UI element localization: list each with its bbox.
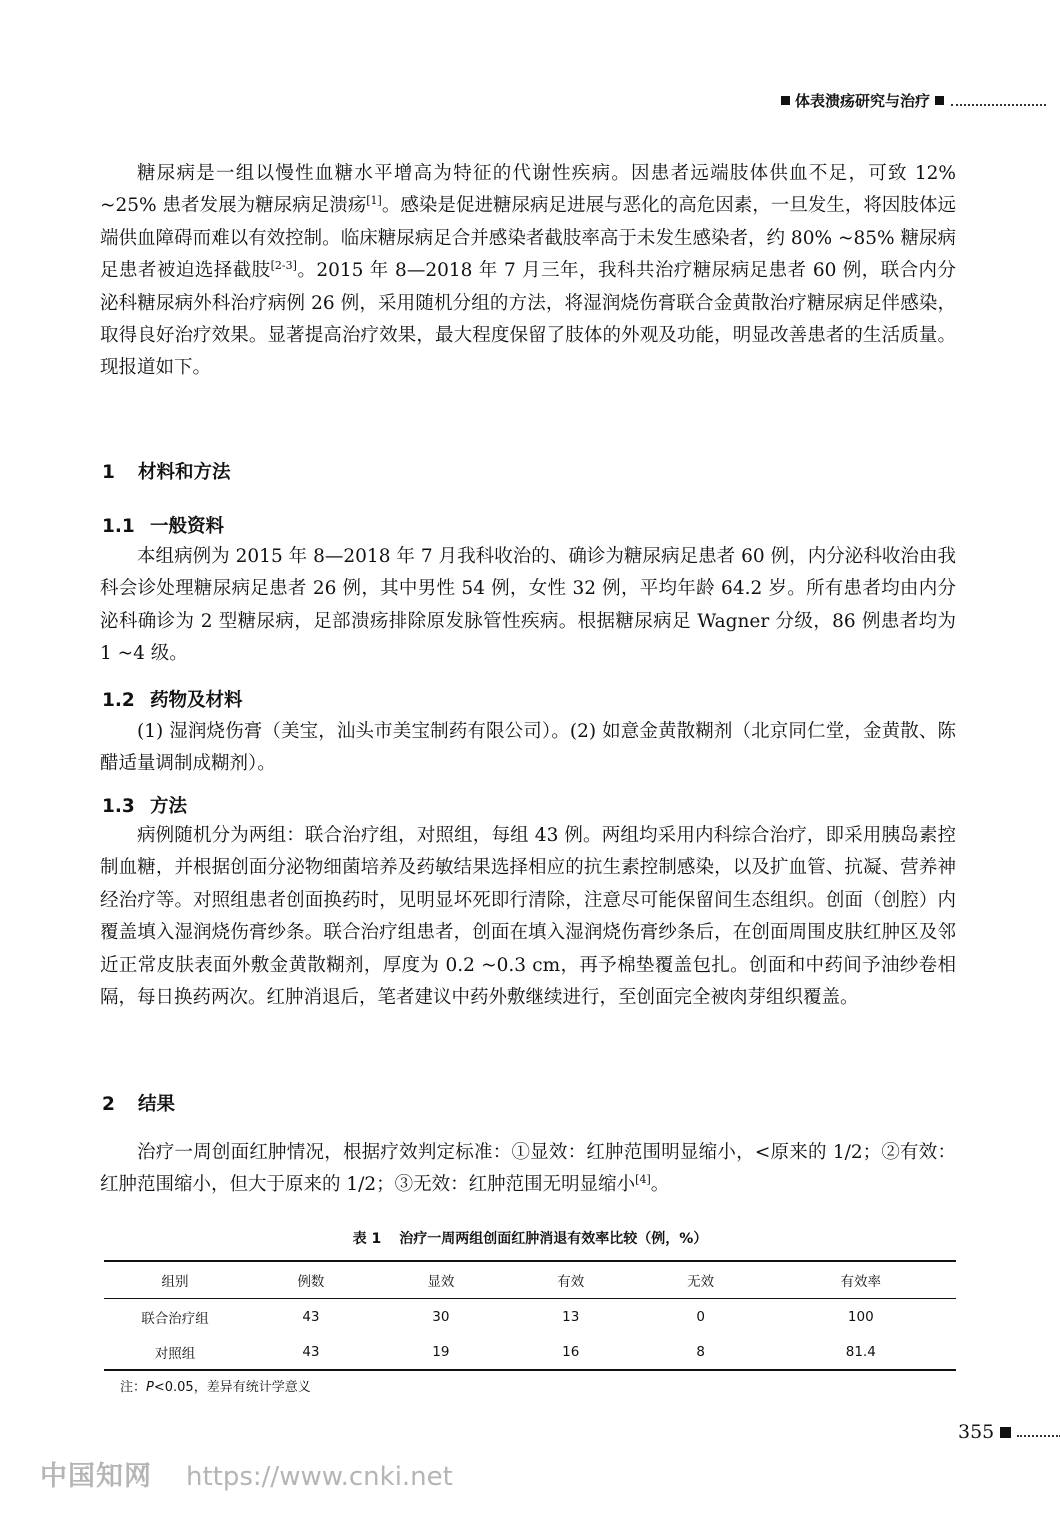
table-cell: 43 xyxy=(302,1308,320,1325)
table-title: 治疗一周两组创面红肿消退有效率比较（例，%） xyxy=(399,1231,708,1247)
column-header: 例数 xyxy=(246,1261,376,1299)
paragraph: 本组病例为 2015 年 8—2018 年 7 月我科收治的、确诊为糖尿病足患者 60 例，内分泌科收治由我科会诊处理糖尿病足患者 26 例，其中男性 54 例，女性 32 例，平均年龄 64.2 岁。所有患者均由内分泌科确诊为 2 型糖尿病，足部溃疡排除原发脉管性疾病。根据糖尿病足 Wagner 分级，86 例患者均为 1 ~4 级。 xyxy=(100,546,956,665)
table-cell: 30 xyxy=(432,1308,450,1325)
table-cell: 81.4 xyxy=(766,1334,956,1370)
intro-text-1: 糖尿病是一组以慢性血糖水平增高为特征的代谢性疾病。因患者远端肢体供血不足，可致 12% ~25% 患者发展为糖尿病足溃疡 xyxy=(100,163,956,217)
table-cell: 联合治疗组 xyxy=(141,1310,209,1327)
table-label: 表 1 xyxy=(352,1231,382,1247)
subsection-heading-1-2 xyxy=(102,686,243,712)
table-cell: 100 xyxy=(847,1308,874,1325)
running-header-title: 体表溃疡研究与治疗 xyxy=(794,92,930,110)
column-header: 有效率 xyxy=(766,1261,956,1299)
table-cell: 43 xyxy=(246,1334,376,1370)
column-header: 组别 xyxy=(104,1261,246,1299)
page-number-footer xyxy=(958,1421,1060,1443)
subsection-title: 一般资料 xyxy=(150,516,225,537)
table-header-row xyxy=(104,1261,956,1299)
section-title: 材料和方法 xyxy=(138,462,231,483)
column-header: 无效 xyxy=(636,1261,766,1299)
section-number: 1 xyxy=(102,462,115,483)
table-cell: 0 xyxy=(696,1308,705,1325)
table-row xyxy=(104,1299,956,1335)
column-header: 显效 xyxy=(376,1261,506,1299)
running-header xyxy=(720,90,1046,111)
table-note xyxy=(120,1376,311,1395)
section-title: 结果 xyxy=(138,1094,176,1115)
subsection-title: 药物及材料 xyxy=(150,690,243,711)
watermark-url: https://www.cnki.net xyxy=(186,1462,453,1492)
table-cell: 16 xyxy=(506,1334,636,1370)
table-caption xyxy=(0,1228,1060,1248)
table-cell: 13 xyxy=(562,1308,580,1325)
citation: [4] xyxy=(635,1173,651,1187)
square-bullet-icon xyxy=(935,96,944,105)
column-header: 有效 xyxy=(506,1261,636,1299)
citation: [1] xyxy=(366,194,382,208)
results-text: 治疗一周创面红肿情况，根据疗效判定标准：①显效：红肿范围明显缩小，<原来的 1/2；②有效：红肿范围缩小，但大于原来的 1/2；③无效：红肿范围无明显缩小 xyxy=(100,1142,956,1196)
watermark xyxy=(40,1454,453,1493)
cnki-logo: 中国知网 xyxy=(40,1461,152,1492)
page-number: 355 xyxy=(958,1421,995,1443)
subsection-1-3-body xyxy=(100,820,956,1014)
table-row xyxy=(104,1334,956,1370)
note-text: <0.05，差异有统计学意义 xyxy=(153,1380,311,1395)
table-cell: 19 xyxy=(376,1334,506,1370)
paragraph: 病例随机分为两组：联合治疗组，对照组，每组 43 例。两组均采用内科综合治疗，即采用胰岛素控制血糖，并根据创面分泌物细菌培养及药敏结果选择相应的抗生素控制感染，以及扩血管、抗凝、营养神经治疗等。对照组患者创面换药时，见明显坏死即行清除，注意尽可能保留间生态组织。创面（创腔）内覆盖填入湿润烧伤膏纱条。联合治疗组患者，创面在填入湿润烧伤膏纱条后，在创面周围皮肤红肿区及邻近正常皮肤表面外敷金黄散糊剂，厚度为 0.2 ~0.3 cm，再予棉垫覆盖包扎。创面和中药间予油纱卷相隔，每日换药两次。红肿消退后，笔者建议中药外敷继续进行，至创面完全被肉芽组织覆盖。 xyxy=(100,825,956,1009)
subsection-heading-1-3 xyxy=(102,792,187,818)
table-cell: 8 xyxy=(636,1334,766,1370)
table-cell: 对照组 xyxy=(104,1334,246,1370)
section-heading-2 xyxy=(102,1090,175,1116)
intro-text-3: 。2015 年 8—2018 年 7 月三年，我科共治疗糖尿病足患者 60 例，联合内分泌科糖尿病外科治疗病例 26 例，采用随机分组的方法，将湿润烧伤膏联合金黄散治疗糖尿病足伴感染，取得良好治疗效果。显著提高治疗效果，最大程度保留了肢体的外观及功能，明显改善患者的生活质量。现报道如下。 xyxy=(100,260,956,379)
section-number: 2 xyxy=(102,1094,115,1115)
subsection-1-1-body xyxy=(100,541,956,671)
paragraph xyxy=(100,1137,956,1202)
square-bullet-icon xyxy=(1000,1427,1011,1438)
section-heading-1 xyxy=(102,458,231,484)
results-tail: 。 xyxy=(650,1174,670,1196)
dotted-leader xyxy=(951,104,1046,106)
subsection-title: 方法 xyxy=(150,796,188,817)
subsection-heading-1-1 xyxy=(102,512,224,538)
note-prefix: 注： xyxy=(120,1380,147,1395)
intro-paragraph xyxy=(100,158,956,385)
results-table xyxy=(104,1260,956,1371)
note-p-symbol: P xyxy=(146,1380,154,1395)
section-2-body xyxy=(100,1137,956,1202)
square-bullet-icon xyxy=(781,96,790,105)
subsection-number: 1.1 xyxy=(102,516,135,537)
paragraph: (1) 湿润烧伤膏（美宝，汕头市美宝制药有限公司）。(2) 如意金黄散糊剂（北京同仁堂，金黄散、陈醋适量调制成糊剂）。 xyxy=(100,721,956,775)
subsection-1-2-body xyxy=(100,716,956,781)
intro-text-2: 。感染是促进糖尿病足进展与恶化的高危因素，一旦发生，将因肢体远端供血障碍而难以有效控制。临床糖尿病足合并感染者截肢率高于未发生感染者，约 80% ~85% 糖尿病足患者被迫选择截肢 xyxy=(100,195,956,282)
intro-section xyxy=(100,158,956,385)
subsection-number: 1.3 xyxy=(102,796,135,817)
citation: [2-3] xyxy=(270,259,297,273)
subsection-number: 1.2 xyxy=(102,690,135,711)
dotted-leader xyxy=(1017,1435,1060,1437)
